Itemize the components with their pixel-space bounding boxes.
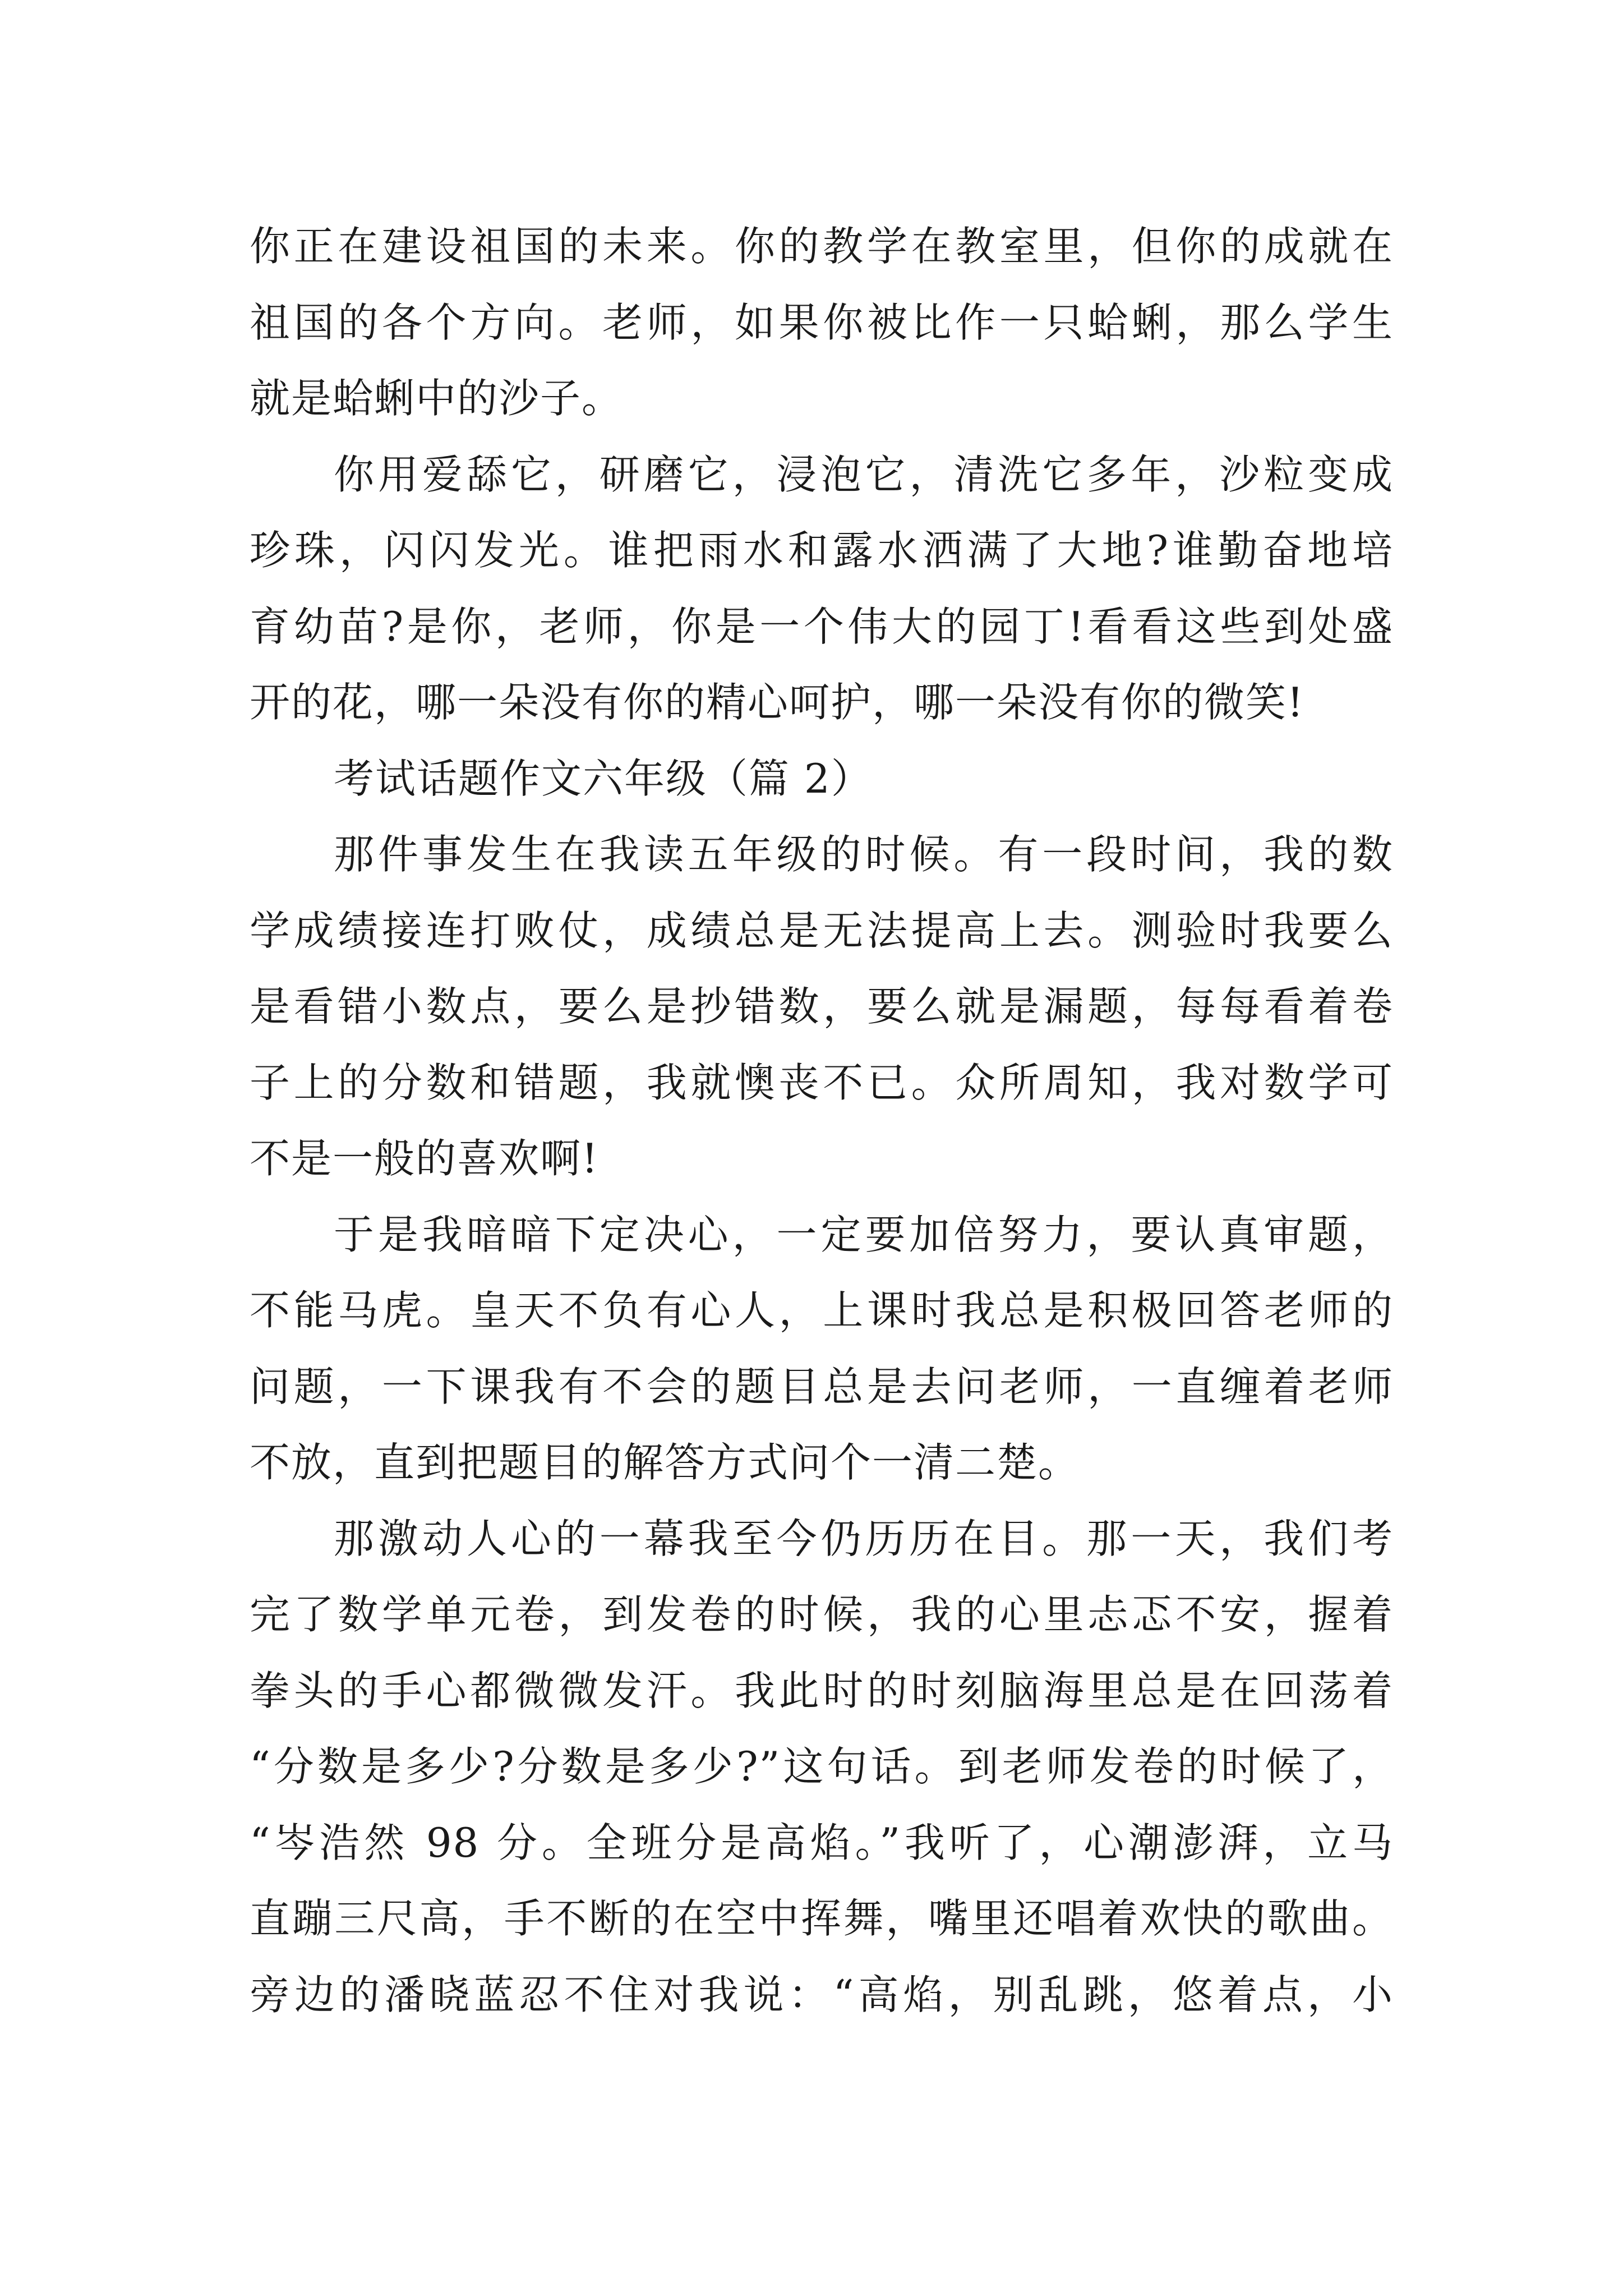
text-line: 不放，直到把题目的解答方式问个一清二楚。 (250, 1439, 1080, 1486)
text-line: 子上的分数和错题，我就懊丧不已。众所周知，我对数学可 (250, 1059, 1394, 1106)
text-line: 你正在建设祖国的未来。你的教学在教室里，但你的成就在 (250, 223, 1394, 270)
text-line: 开的花，哪一朵没有你的精心呵护，哪一朵没有你的微笑! (250, 679, 1304, 726)
text-line: 拳头的手心都微微发汗。我此时的时刻脑海里总是在回荡着 (250, 1667, 1394, 1714)
text-line: “分数是多少?分数是多少?”这句话。到老师发卷的时候了， (250, 1743, 1394, 1790)
document-body (250, 209, 1394, 2033)
text-line: “岑浩然 98 分。全班分是高焰。”我听了，心潮澎湃，立马 (250, 1819, 1394, 1866)
text-line: 那件事发生在我读五年级的时候。有一段时间，我的数 (334, 831, 1394, 878)
text-line: 学成绩接连打败仗，成绩总是无法提高上去。测验时我要么 (250, 907, 1394, 954)
text-line: 是看错小数点，要么是抄错数，要么就是漏题，每每看着卷 (250, 983, 1394, 1030)
text-line: 就是蛤蜊中的沙子。 (250, 375, 624, 422)
text-line: 完了数学单元卷，到发卷的时候，我的心里忐忑不安，握着 (250, 1591, 1394, 1638)
text-line: 不能马虎。皇天不负有心人，上课时我总是积极回答老师的 (250, 1287, 1394, 1334)
text-line: 考试话题作文六年级（篇 2） (334, 754, 873, 802)
text-line: 那激动人心的一幕我至今仍历历在目。那一天，我们考 (334, 1515, 1394, 1562)
text-line: 珍珠，闪闪发光。谁把雨水和露水洒满了大地?谁勤奋地培 (250, 527, 1394, 574)
text-line: 你用爱舔它，研磨它，浸泡它，清洗它多年，沙粒变成 (334, 450, 1394, 498)
text-line: 问题，一下课我有不会的题目总是去问老师，一直缠着老师 (250, 1363, 1394, 1410)
text-line: 祖国的各个方向。老师，如果你被比作一只蛤蜊，那么学生 (250, 298, 1394, 346)
text-line: 直蹦三尺高，手不断的在空中挥舞，嘴里还唱着欢快的歌曲。 (250, 1895, 1394, 1942)
text-line: 于是我暗暗下定决心，一定要加倍努力，要认真审题， (334, 1211, 1394, 1258)
text-line: 育幼苗?是你，老师，你是一个伟大的园丁!看看这些到处盛 (250, 602, 1394, 650)
text-line: 旁边的潘晓蓝忍不住对我说：“高焰，别乱跳，悠着点，小 (250, 1971, 1394, 2018)
text-line: 不是一般的喜欢啊! (250, 1135, 599, 1182)
